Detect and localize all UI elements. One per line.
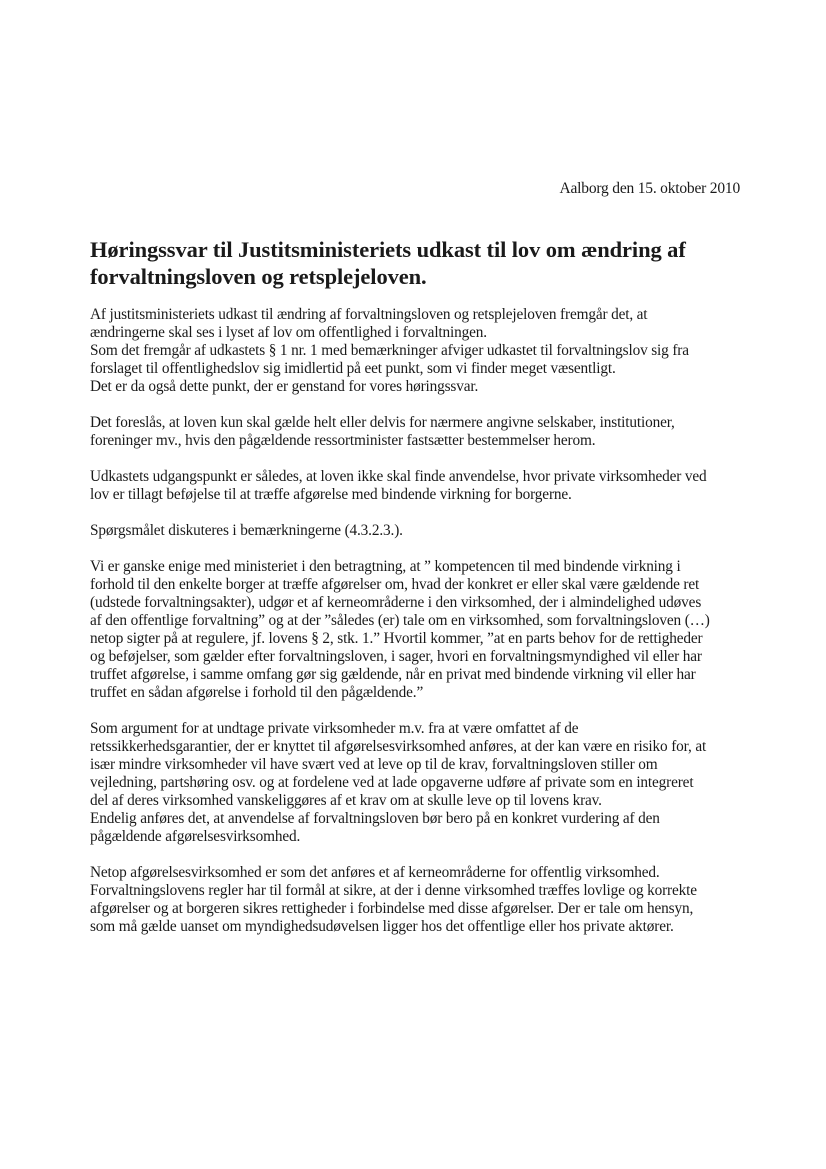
text-line: vejledning, partshøring osv. og at fordelene ved at lade opgaverne udføre af private som en integreret <box>90 774 694 791</box>
paragraph-proposal <box>90 414 750 450</box>
text-line: af den offentlige forvaltning” og at der ”således (er) tale om en virksomhed, som forvaltningsloven (…) <box>90 612 710 629</box>
document-body <box>90 306 750 954</box>
text-line: og beføjelser, som gælder efter forvaltningsloven, i sager, hvori en forvaltningsmyndighed vil eller har <box>90 648 702 665</box>
text-line: forslaget til offentlighedslov sig imidlertid på eet punkt, som vi finder meget væsentligt. <box>90 360 616 377</box>
text-line: retssikkerhedsgarantier, der er knyttet til afgørelsesvirksomhed anføres, at der kan være en risiko for, at <box>90 738 707 755</box>
paragraph-intro <box>90 306 750 396</box>
paragraph-starting-point <box>90 468 750 504</box>
text-line: truffet en sådan afgørelse i forhold til den pågældende.” <box>90 684 424 701</box>
text-line: Endelig anføres det, at anvendelse af forvaltningsloven bør bero på en konkret vurdering af den <box>90 810 660 827</box>
text-line: pågældende afgørelsesvirksomhed. <box>90 828 301 845</box>
text-line: foreninger mv., hvis den pågældende ressortminister fastsætter bestemmelser herom. <box>90 432 596 449</box>
text-line: forhold til den enkelte borger at træffe afgørelser om, hvad der konkret er eller skal være gældende ret <box>90 576 700 593</box>
text-line: Af justitsministeriets udkast til ændring af forvaltningsloven og retsplejeloven fremgår det, at <box>90 306 648 323</box>
text-line: lov er tillagt beføjelse til at træffe afgørelse med bindende virkning for borgerne. <box>90 486 572 503</box>
text-line: truffet afgørelse, i samme omfang gør sig gældende, når en privat med bindende virkning vil eller har <box>90 666 696 683</box>
title-line: forvaltningsloven og retsplejeloven. <box>90 264 427 289</box>
text-line: Spørgsmålet diskuteres i bemærkningerne (4.3.2.3.). <box>90 522 403 539</box>
text-line: Netop afgørelsesvirksomhed er som det anføres et af kerneområderne for offentlig virksomhed. <box>90 864 660 881</box>
text-line: (udstede forvaltningsakter), udgør et af kerneområderne i den virksomhed, der i almindelighed udøves <box>90 594 702 611</box>
text-line: som må gælde uanset om myndighedsudøvelsen ligger hos det offentlige eller hos private aktører. <box>90 918 674 935</box>
title-line: Høringssvar til Justitsministeriets udkast til lov om ændring af <box>90 237 686 262</box>
text-line: ændringerne skal ses i lyset af lov om offentlighed i forvaltningen. <box>90 324 487 341</box>
text-line: afgørelser og at borgeren sikres rettigheder i forbindelse med disse afgørelser. Der er tale om hensyn, <box>90 900 694 917</box>
text-line: Det er da også dette punkt, der er genstand for vores høringssvar. <box>90 378 479 395</box>
paragraph-question <box>90 522 750 540</box>
text-line: Vi er ganske enige med ministeriet i den betragtning, at ” kompetencen til med bindende virkning i <box>90 558 681 575</box>
text-line: Udkastets udgangspunkt er således, at loven ikke skal finde anvendelse, hvor private virksomheder ved <box>90 468 707 485</box>
document-date: Aalborg den 15. oktober 2010 <box>559 180 740 197</box>
paragraph-conclusion <box>90 864 750 936</box>
paragraph-agreement <box>90 558 750 702</box>
text-line: del af deres virksomhed vanskeliggøres af et krav om at skulle leve op til lovens krav. <box>90 792 602 809</box>
document-title <box>90 236 750 290</box>
text-line: Som argument for at undtage private virksomheder m.v. fra at være omfattet af de <box>90 720 579 737</box>
text-line: Forvaltningslovens regler har til formål at sikre, at der i denne virksomhed træffes lovlige og korrekte <box>90 882 697 899</box>
text-line: især mindre virksomheder vil have svært ved at leve op til de krav, forvaltningsloven stiller om <box>90 756 658 773</box>
text-line: Som det fremgår af udkastets § 1 nr. 1 med bemærkninger afviger udkastet til forvaltningslov sig fra <box>90 342 689 359</box>
text-line: Det foreslås, at loven kun skal gælde helt eller delvis for nærmere angivne selskaber, institutioner, <box>90 414 675 431</box>
paragraph-argument <box>90 720 750 846</box>
text-line: netop sigter på at regulere, jf. lovens § 2, stk. 1.” Hvortil kommer, ”at en parts behov for de rettigheder <box>90 630 703 647</box>
